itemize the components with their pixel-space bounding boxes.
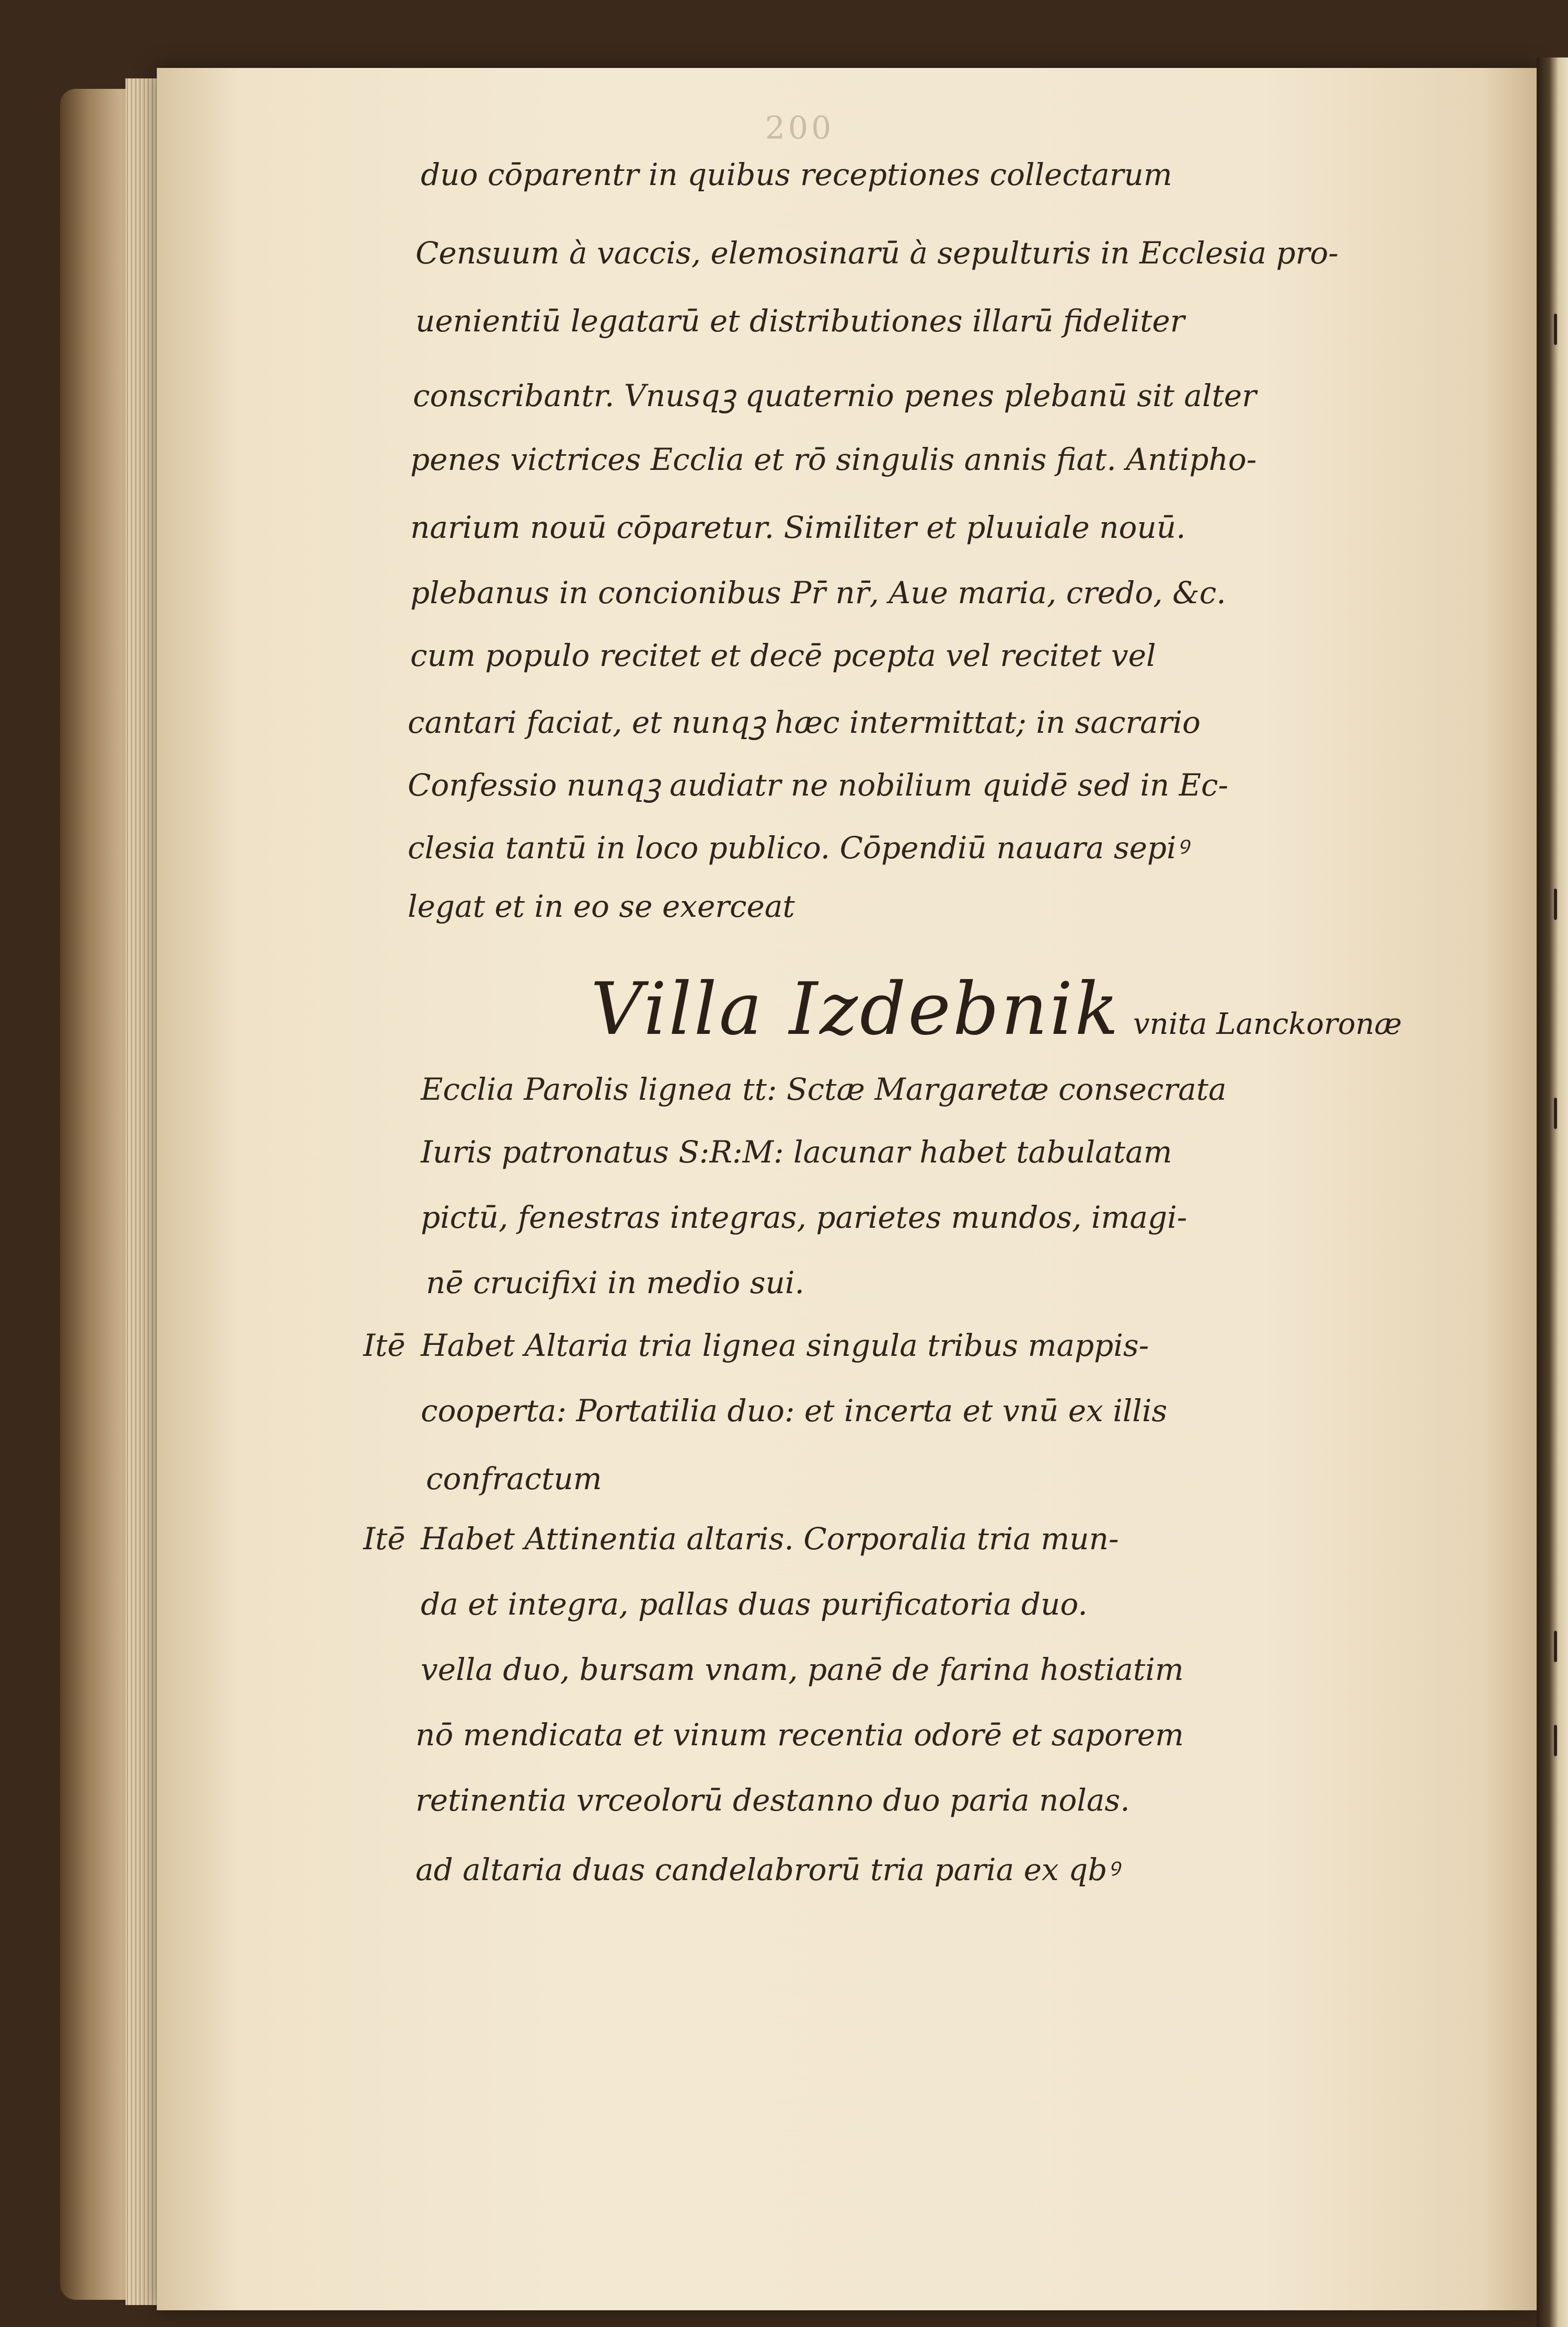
- text-line: Confessio nunqꝫ audiatr ne nobilium quidē sed in Ec-: [408, 767, 1229, 803]
- text-line: legat et in eo se exerceat: [408, 889, 795, 924]
- text-line: retinentia vrceolorū destanno duo paria nolas.: [416, 1782, 1130, 1818]
- text-line: confractum: [426, 1461, 602, 1496]
- text-line: nē crucifixi in medio sui.: [426, 1265, 804, 1300]
- text-line: cum populo recitet et decē pcepta vel recitet vel: [410, 638, 1156, 673]
- text-line: Censuum à vaccis, elemosinarū à sepulturis in Ecclesia pro-: [416, 235, 1339, 271]
- section-heading: [591, 967, 1402, 1051]
- text-line: uenientiū legatarū et distributiones illarū fideliter: [416, 303, 1185, 339]
- heading-title: Villa Izdebnik: [591, 967, 1121, 1051]
- facing-page-marks: [1544, 0, 1568, 2327]
- text-line: narium nouū cōparetur. Similiter et pluuiale nouū.: [410, 510, 1186, 545]
- item-mark: Itē: [363, 1521, 406, 1557]
- text-line: Iuris patronatus S:R:M: lacunar habet tabulatam: [421, 1134, 1172, 1170]
- text-line: nō mendicata et vinum recentia odorē et saporem: [416, 1717, 1184, 1753]
- item-line: Habet Attinentia altaris. Corporalia tria mun-: [421, 1521, 1119, 1557]
- text-line: clesia tantū in loco publico. Cōpendiū nauara sepiꝰ: [408, 830, 1188, 866]
- text-line: conscribantr. Vnusqꝫ quaternio penes plebanū sit alter: [413, 378, 1256, 413]
- text-line: vella duo, bursam vnam, panē de farina hostiatim: [421, 1652, 1184, 1687]
- item-mark: Itē: [363, 1328, 406, 1363]
- text-line: duo cōparentr in quibus receptiones collectarum: [421, 157, 1172, 192]
- text-line: plebanus in concionibus Pr̄ nr̄, Aue maria, credo, &c.: [410, 575, 1226, 610]
- text-line: penes victrices Ecclia et rō singulis annis fiat. Antipho-: [410, 442, 1257, 477]
- text-line: ad altaria duas candelabrorū tria paria ex qbꝰ: [416, 1852, 1119, 1887]
- text-line: cantari faciat, et nunqꝫ hæc intermittat; in sacrario: [408, 705, 1201, 740]
- folio-number: 200: [765, 110, 835, 146]
- text-line: Ecclia Parolis lignea tt: Sctæ Margaretæ consecrata: [421, 1072, 1227, 1107]
- text-line: cooperta: Portatilia duo: et incerta et vnū ex illis: [421, 1393, 1168, 1429]
- inventory-item: [363, 1521, 1119, 1557]
- item-line: Habet Altaria tria lignea singula tribus mappis-: [421, 1328, 1149, 1363]
- inventory-item: [363, 1328, 1149, 1363]
- text-line: pictū, fenestras integras, parietes mundos, imagi-: [421, 1200, 1187, 1235]
- text-line: da et integra, pallas duas purificatoria duo.: [421, 1586, 1088, 1622]
- heading-subtitle: vnita Lanckoronæ: [1133, 1007, 1402, 1041]
